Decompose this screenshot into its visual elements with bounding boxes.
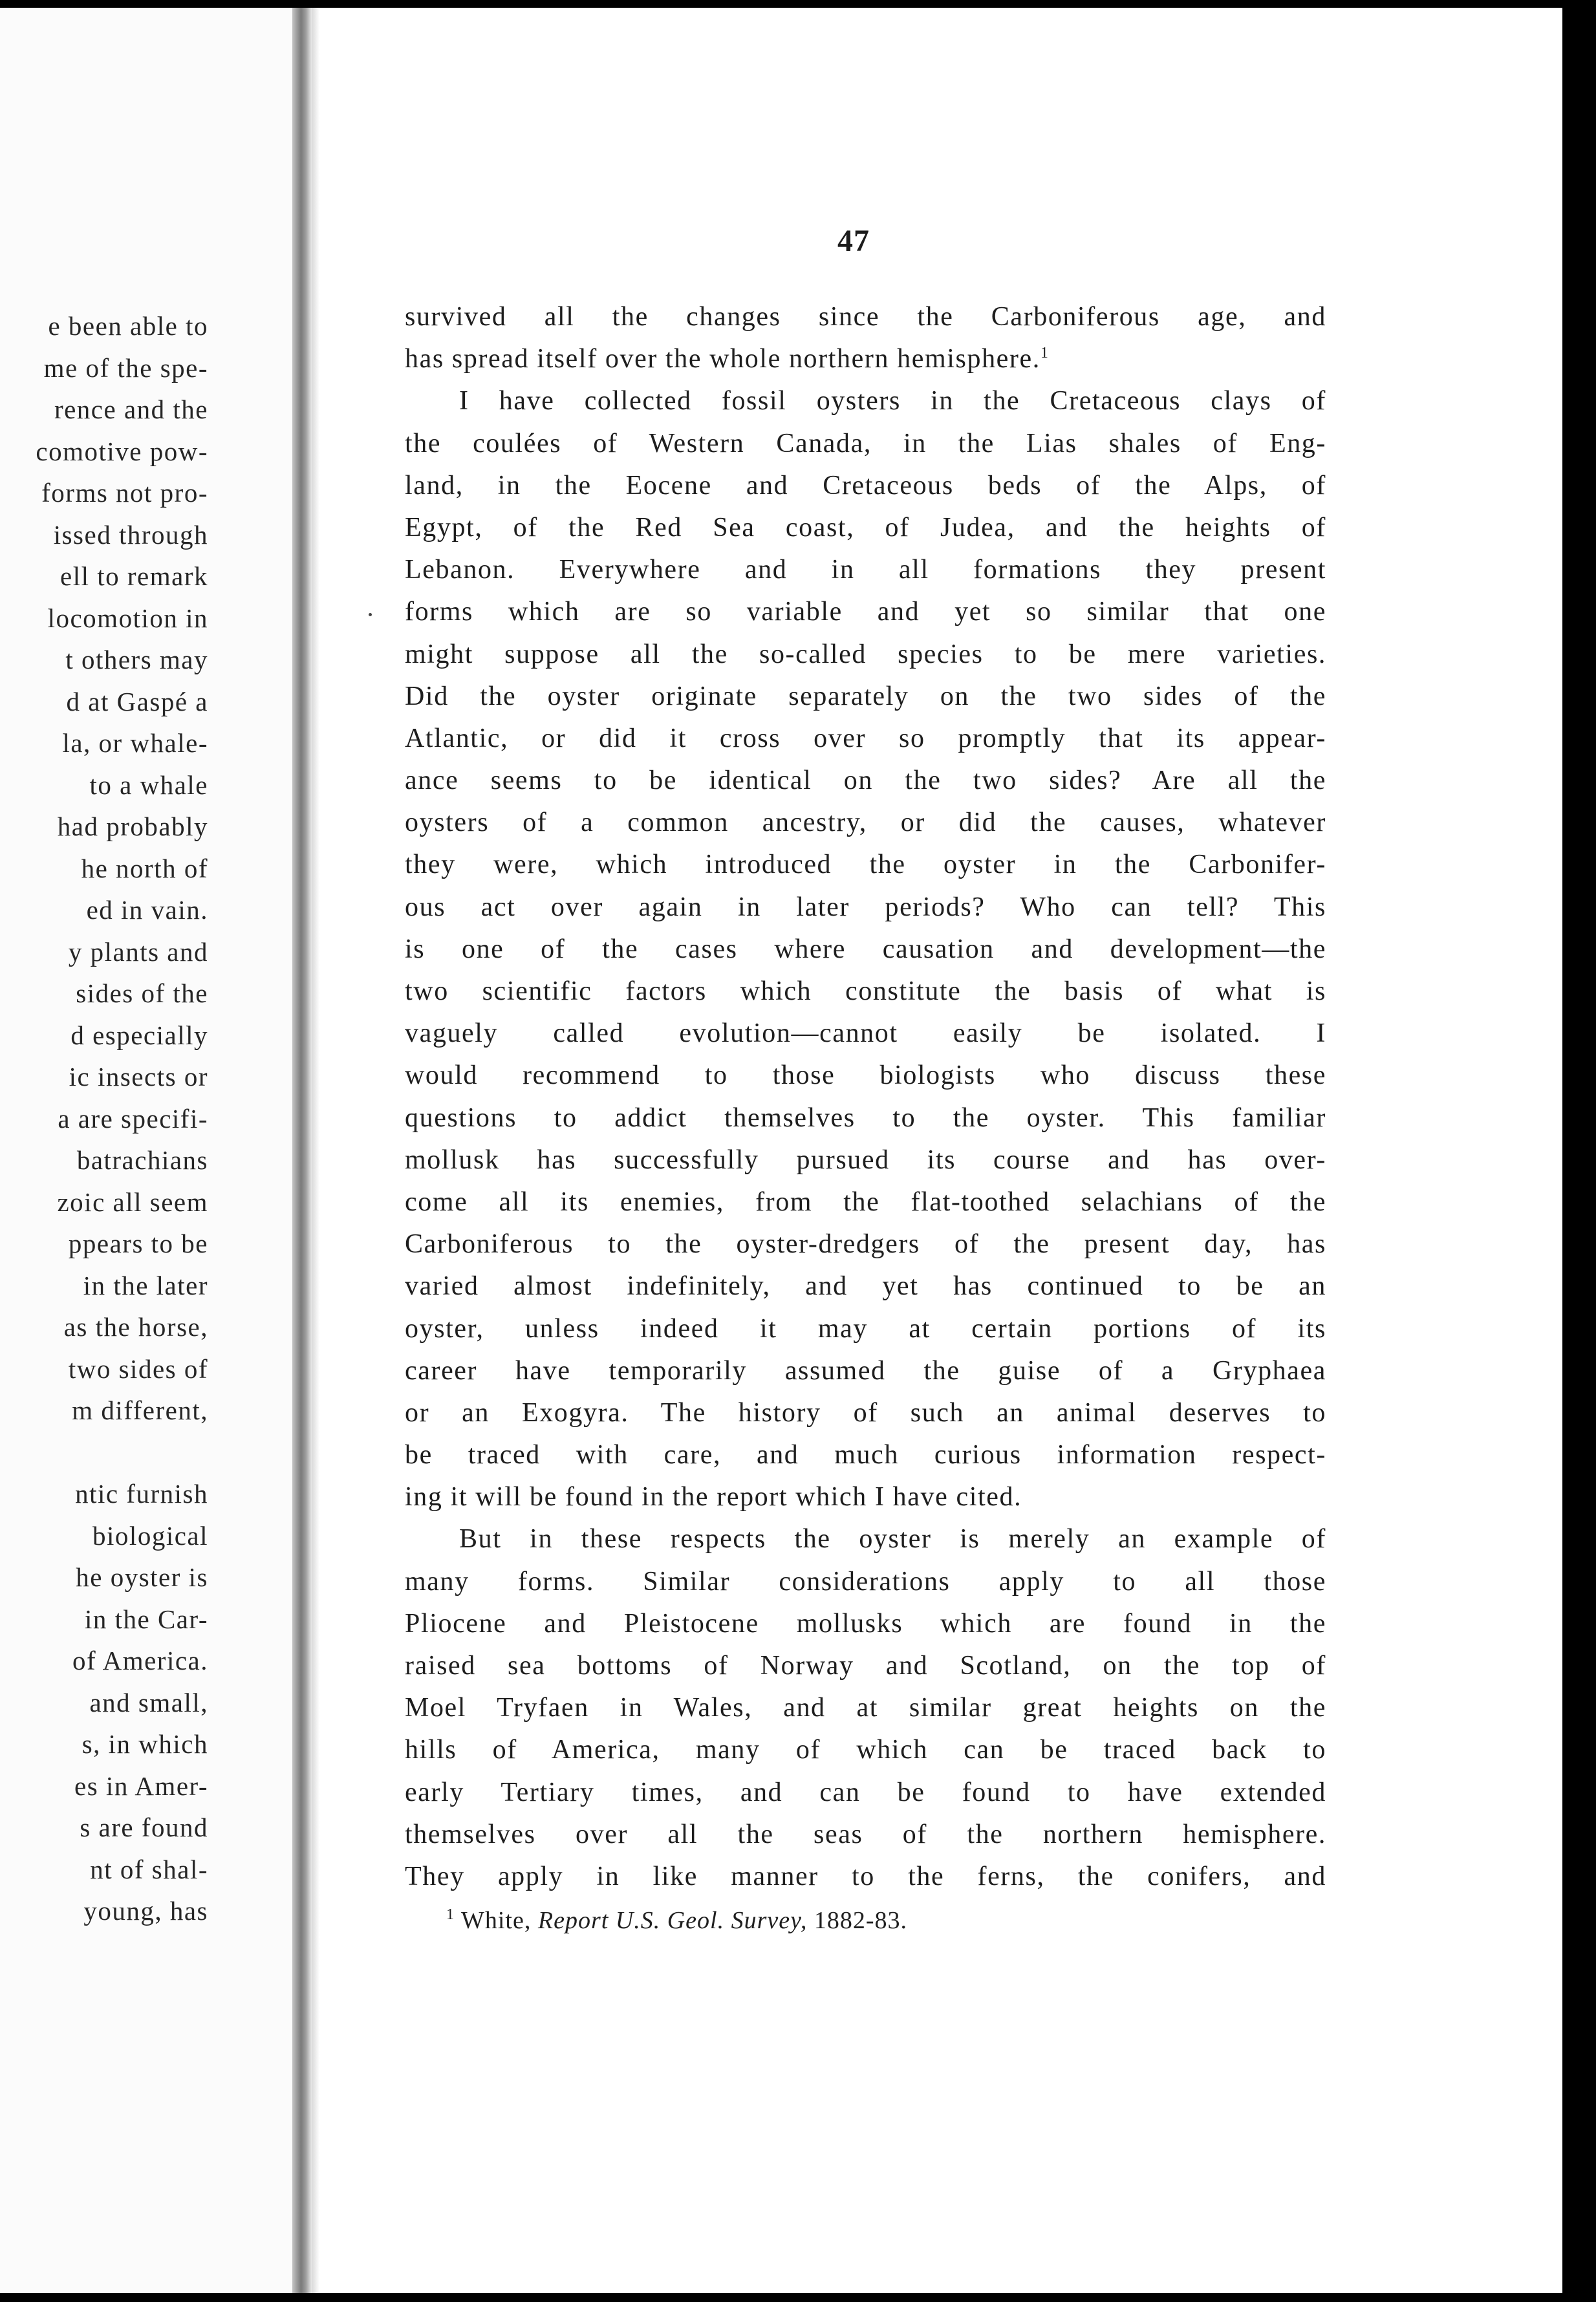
text-line: many forms. Similar considerations apply to all those bbox=[405, 1566, 1326, 1597]
facing-text-line: forms not pro- bbox=[41, 478, 208, 508]
book-gutter bbox=[292, 8, 312, 2293]
footnote-reference: 1 bbox=[1040, 345, 1050, 362]
facing-text-line bbox=[36, 1432, 208, 1474]
scan-border-top bbox=[0, 0, 1596, 8]
facing-text-line: m different, bbox=[72, 1395, 208, 1425]
facing-text-line: in the Car- bbox=[84, 1604, 208, 1634]
facing-text-line: ntic furnish bbox=[75, 1479, 208, 1509]
footnote-author: White, bbox=[461, 1907, 532, 1934]
facing-text-line: of America. bbox=[72, 1646, 208, 1675]
facing-text-line: ic insects or bbox=[69, 1062, 208, 1092]
footnote-years: 1882-83. bbox=[814, 1907, 908, 1934]
facing-text-line: e been able to bbox=[48, 311, 208, 341]
facing-text-line: he oyster is bbox=[76, 1562, 208, 1592]
text-line: oysters of a common ancestry, or did the causes, whatever bbox=[405, 808, 1326, 838]
facing-text-line: batrachians bbox=[76, 1145, 208, 1175]
facing-text-line: y plants and bbox=[68, 936, 208, 967]
text-line: mollusk has successfully pursued its course and has over- bbox=[405, 1145, 1326, 1175]
facing-text-line: had probably bbox=[57, 812, 208, 841]
footnote-title: Report U.S. Geol. Survey, bbox=[537, 1907, 808, 1934]
footnote-marker: 1 bbox=[446, 1906, 455, 1924]
text-line: survived all the changes since the Carboniferous age, and bbox=[405, 302, 1326, 332]
text-line: ance seems to be identical on the two sides? Are all the bbox=[405, 766, 1326, 796]
text-line: Lebanon. Everywhere and in all formations they present bbox=[405, 555, 1326, 585]
gutter-edge bbox=[312, 8, 319, 2293]
facing-page-left bbox=[0, 8, 299, 2293]
text-line: hills of America, many of which can be traced back to bbox=[405, 1735, 1326, 1765]
text-line: would recommend to those biologists who discuss these bbox=[405, 1060, 1326, 1091]
text-line: might suppose all the so-called species to be mere varieties. bbox=[405, 639, 1326, 669]
text-line: is one of the cases where causation and development—the bbox=[405, 934, 1326, 964]
facing-text-line: to a whale bbox=[89, 769, 208, 800]
text-line: early Tertiary times, and can be found to have extended bbox=[405, 1777, 1326, 1807]
page-number: 47 bbox=[837, 224, 870, 258]
facing-text-line: he north of bbox=[81, 853, 208, 883]
facing-text-line: s are found bbox=[80, 1813, 208, 1842]
facing-text-line: locomotion in bbox=[47, 603, 208, 633]
facing-text-line: ppears to be bbox=[68, 1229, 208, 1258]
text-line: I have collected fossil oysters in the Cretaceous clays of bbox=[459, 386, 1326, 416]
text-line: They apply in like manner to the ferns, the conifers, and bbox=[405, 1861, 1326, 1891]
text-line: land, in the Eocene and Cretaceous beds of the Alps, of bbox=[405, 470, 1326, 500]
body-text bbox=[405, 296, 1326, 1898]
facing-text-line: as the horse, bbox=[63, 1312, 208, 1342]
facing-text-line: in the later bbox=[83, 1270, 208, 1300]
facing-text-line: ed in vain. bbox=[86, 895, 208, 925]
text-line: themselves over all the seas of the northern hemisphere. bbox=[405, 1819, 1326, 1849]
text-line: Carboniferous to the oyster-dredgers of the present day, has bbox=[405, 1229, 1326, 1260]
facing-text-line: and small, bbox=[89, 1687, 208, 1717]
facing-text-line: ell to remark bbox=[60, 561, 208, 591]
text-line: forms which are so variable and yet so similar that one bbox=[405, 597, 1326, 627]
text-line: ous act over again in later periods? Who can tell? This bbox=[405, 892, 1326, 922]
facing-text-line: issed through bbox=[53, 519, 208, 550]
text-line: come all its enemies, from the flat-toothed selachians of the bbox=[405, 1187, 1326, 1217]
facing-text-line: d especially bbox=[70, 1020, 208, 1050]
text-line: But in these respects the oyster is merely an example of bbox=[459, 1524, 1326, 1554]
facing-text-line: young, has bbox=[83, 1896, 208, 1926]
facing-text-line: sides of the bbox=[76, 978, 208, 1008]
facing-text-line: nt of shal- bbox=[90, 1854, 208, 1884]
text-line: oyster, unless indeed it may at certain portions of its bbox=[405, 1313, 1326, 1344]
facing-text-line: a are specifi- bbox=[58, 1103, 208, 1134]
text-line: varied almost indefinitely, and yet has continued to be an bbox=[405, 1271, 1326, 1302]
facing-text-line: biological bbox=[92, 1520, 208, 1551]
facing-page-text bbox=[36, 305, 208, 1932]
text-line: ing it will be found in the report which I have cited. bbox=[405, 1482, 1022, 1512]
facing-text-line: es in Amer- bbox=[74, 1770, 208, 1801]
text-line: the coulées of Western Canada, in the Lias shales of Eng- bbox=[405, 428, 1326, 458]
text-line: two scientific factors which constitute the basis of what is bbox=[405, 976, 1326, 1006]
facing-text-line: zoic all seem bbox=[57, 1187, 208, 1217]
facing-text-line: d at Gaspé a bbox=[66, 686, 208, 716]
text-line: career have temporarily assumed the guise of a Gryphaea bbox=[405, 1355, 1326, 1386]
facing-text-line: two sides of bbox=[68, 1353, 208, 1384]
scan-speck bbox=[369, 613, 372, 616]
facing-text-line: comotive pow- bbox=[36, 436, 208, 466]
facing-text-line: me of the spe- bbox=[43, 352, 208, 383]
footnote bbox=[446, 1906, 907, 1935]
text-line: questions to addict themselves to the oyster. This familiar bbox=[405, 1103, 1326, 1133]
facing-text-line: s, in which bbox=[81, 1729, 208, 1759]
text-line: they were, which introduced the oyster in the Carbonifer- bbox=[405, 850, 1326, 880]
text-line: has spread itself over the whole northern hemisphere.$^1$ bbox=[405, 344, 1050, 374]
text-line: Did the oyster originate separately on the two sides of the bbox=[405, 681, 1326, 711]
text-line: vaguely called evolution—cannot easily be isolated. I bbox=[405, 1018, 1326, 1049]
text-line: Pliocene and Pleistocene mollusks which are found in the bbox=[405, 1608, 1326, 1639]
scan-border-right bbox=[1562, 0, 1596, 2302]
facing-text-line: rence and the bbox=[54, 394, 208, 424]
text-line: be traced with care, and much curious information respect- bbox=[405, 1440, 1326, 1470]
text-line: Egypt, of the Red Sea coast, of Judea, and the heights of bbox=[405, 512, 1326, 543]
text-line: or an Exogyra. The history of such an animal deserves to bbox=[405, 1397, 1326, 1428]
facing-text-line: la, or whale- bbox=[62, 728, 208, 758]
text-line: Moel Tryfaen in Wales, and at similar great heights on the bbox=[405, 1693, 1326, 1723]
text-line: Atlantic, or did it cross over so promptly that its appear- bbox=[405, 723, 1326, 753]
facing-text-line: t others may bbox=[65, 645, 208, 674]
text-line: raised sea bottoms of Norway and Scotland, on the top of bbox=[405, 1651, 1326, 1681]
scan-border-bottom bbox=[0, 2293, 1596, 2302]
